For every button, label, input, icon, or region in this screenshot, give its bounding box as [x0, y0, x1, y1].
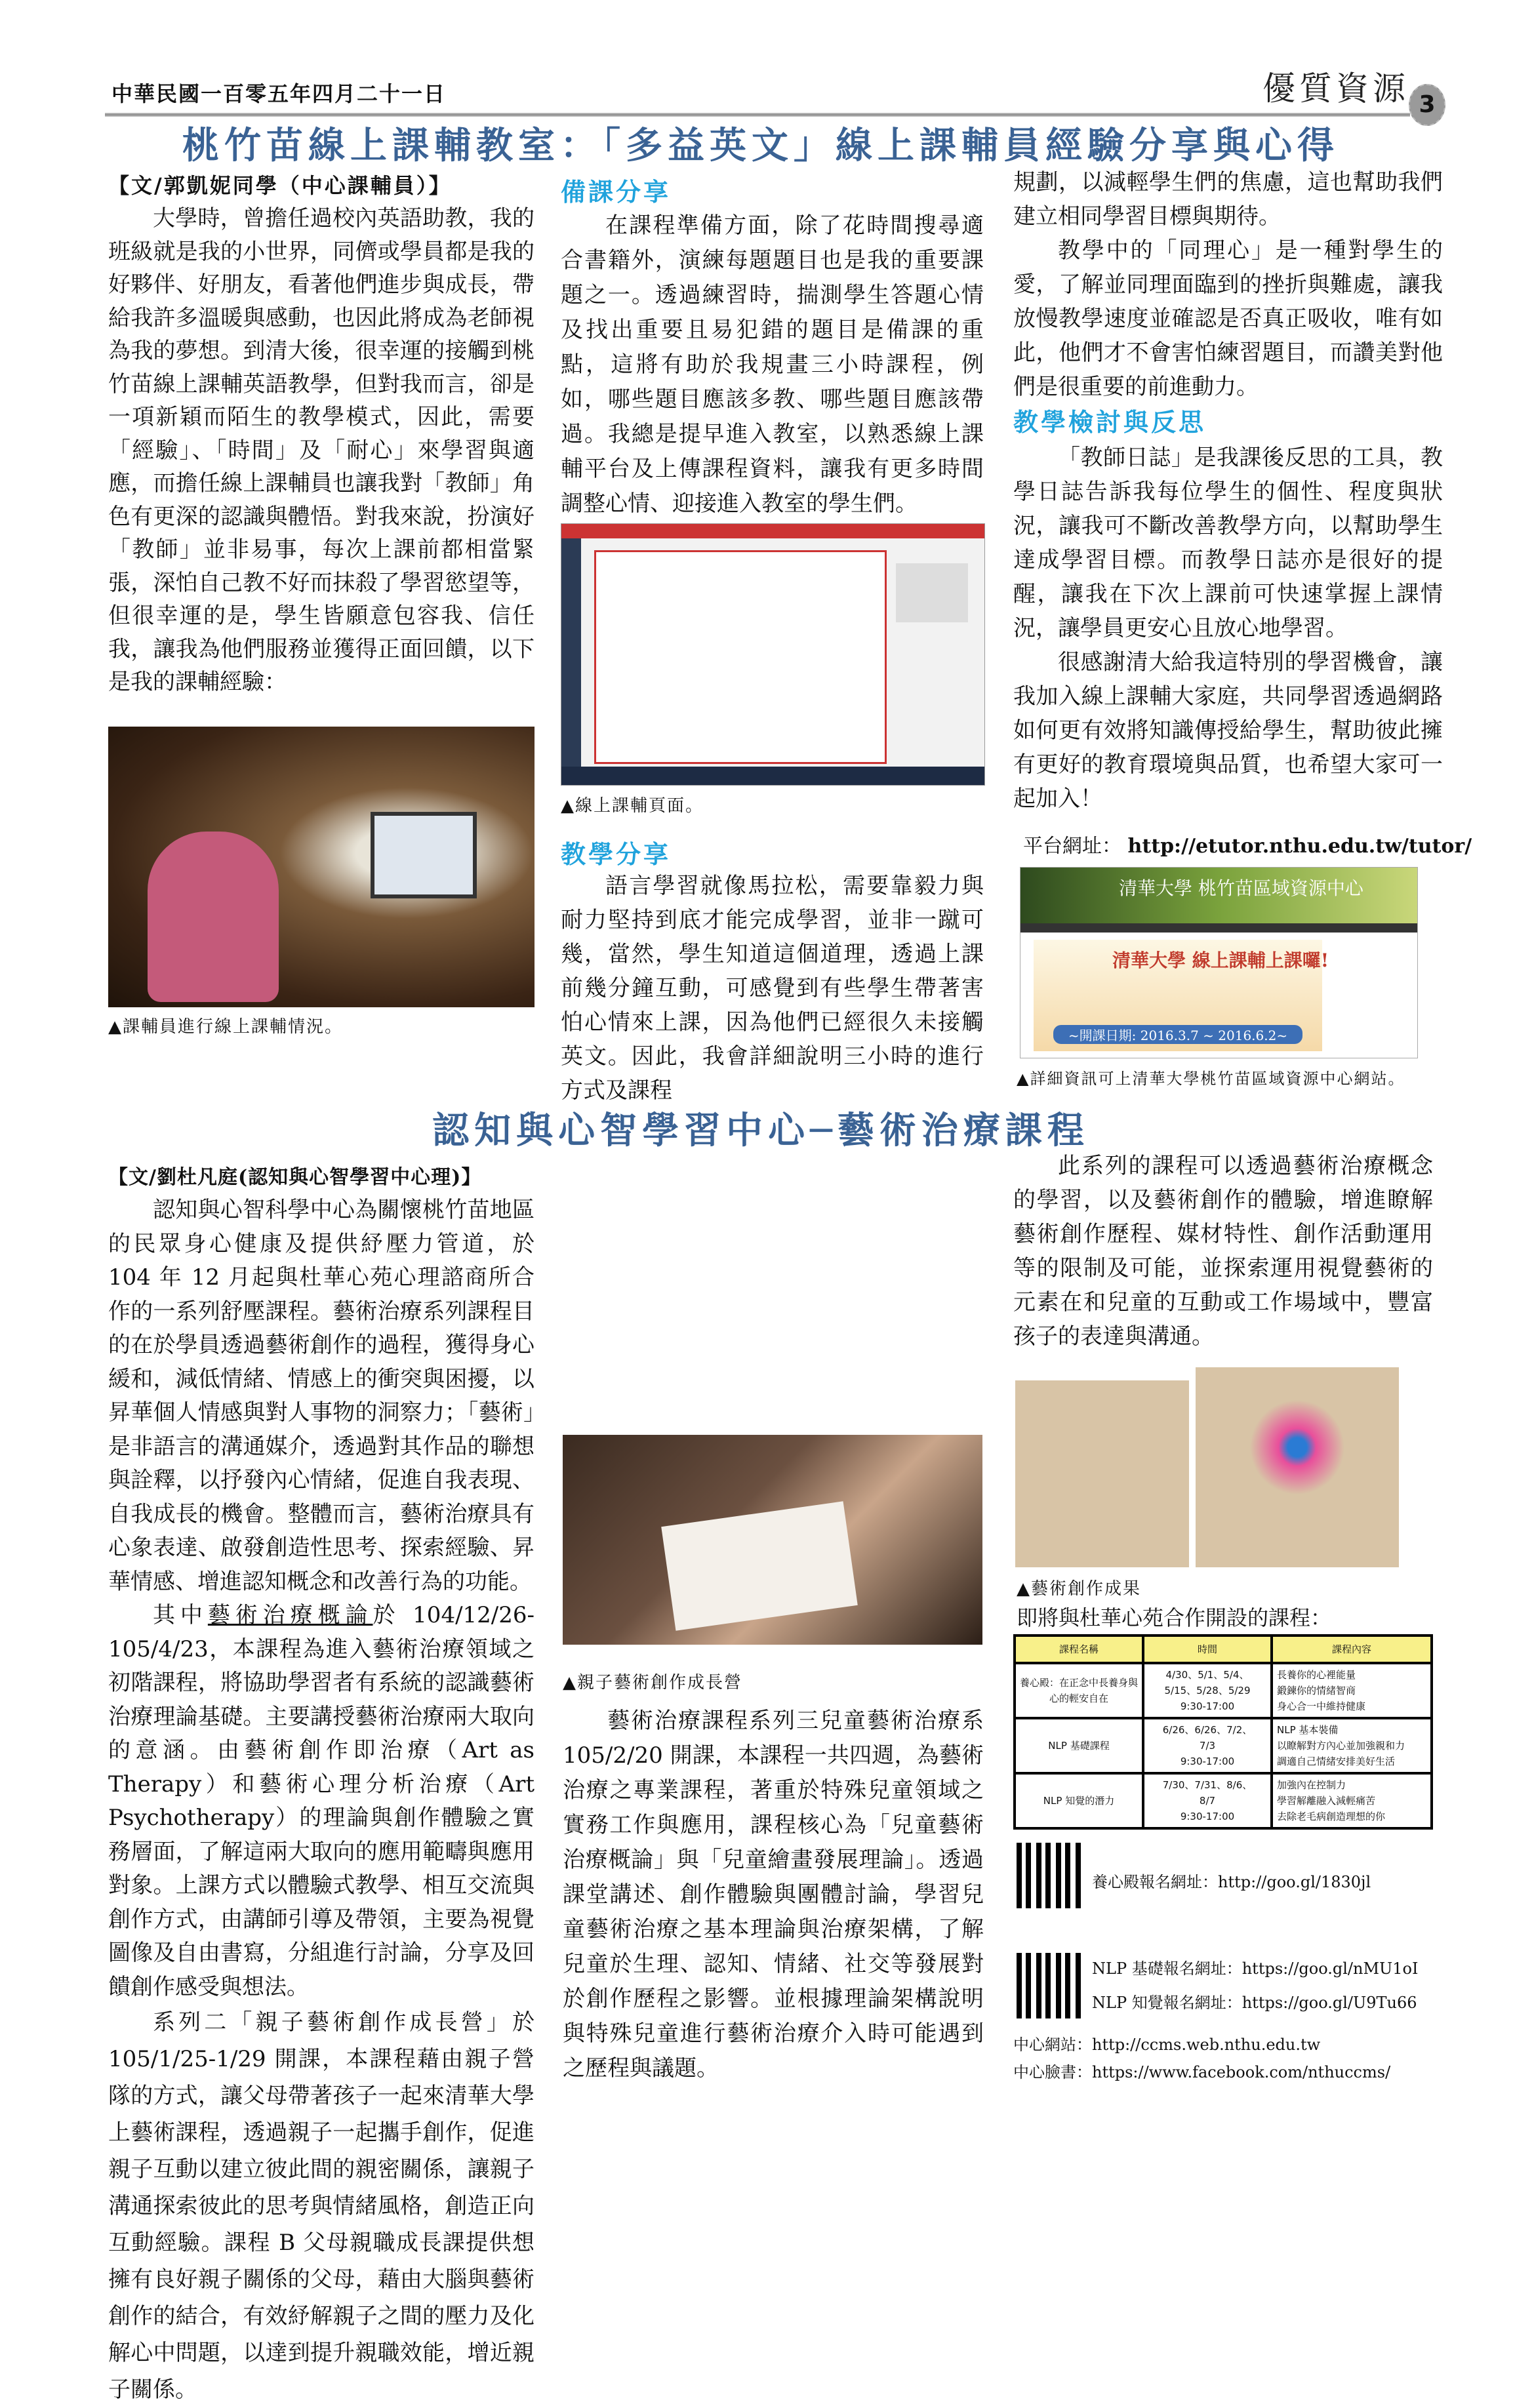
photo1-caption: ▲課輔員進行線上課輔情況。	[108, 1017, 343, 1037]
course-table	[1013, 1634, 1433, 1830]
content-line: 長養你的心裡能量	[1277, 1669, 1356, 1681]
article2-col3	[1013, 1149, 1433, 1354]
signup-link[interactable]: https://goo.gl/U9Tu66	[1241, 1994, 1417, 2012]
content-line: 調適自己情緒安排美好生活	[1277, 1756, 1396, 1767]
subheading-prep: 備課分享	[561, 178, 672, 207]
time-line: 7/30、7/31、8/6、	[1162, 1779, 1253, 1791]
paragraph: 語言學習就像馬拉松，需要靠毅力與耐力堅持到底才能完成學習，並非一蹴可幾，當然，學生知道這個道理，透過上課前幾分鐘互動，可感覺到有些學生帶著害怕心情來上課，因為他們已經很久未接觸英文。因此，我會詳細說明三小時的進行方式及課程	[561, 873, 984, 1104]
banner-kids	[1034, 940, 1329, 1051]
paragraph: 在課程準備方面，除了花時間搜尋適合書籍外，演練每題題目也是我的重要課題之一。透過練習時，揣測學生答題心情及找出重要且易犯錯的題目是備課的重點，這將有助於我規畫三小時課程，例如，哪些題目應該多教、哪些題目應該帶過。我總是提早進入教室，以熟悉線上課輔平台及上傳課程資料，讓我有更多時間調整心情、迎接進入教室的學生們。	[561, 212, 984, 517]
paragraph: 大學時，曾擔任過校內英語助教，我的班級就是我的小世界，同儕或學員都是我的好夥伴、好朋友，看著他們進步與成長，帶給我許多溫暖與感動，也因此將成為老師視為我的夢想。到清大後，很幸運的接觸到桃竹苗線上課輔英語教學，但對我而言，卻是一項新穎而陌生的教學模式，因此，需要「經驗」、「時間」及「耐心」來學習與適應，而擔任線上課輔員也讓我對「教師」角色有更深的認識與體悟。對我來說，扮演好「教師」並非易事，每次上課前都相當緊張，深怕自己教不好而抹殺了學習慾望等，但很幸運的是，學生皆願意包容我、信任我，讓我為他們服務並獲得正面回饋，以下是我的課輔經驗：	[108, 205, 535, 695]
content-line: 加強內在控制力	[1277, 1779, 1346, 1791]
page-number: 3	[1409, 84, 1445, 126]
left-toolbar	[561, 538, 581, 785]
course-content-cell	[1272, 1718, 1432, 1773]
article2-col1	[108, 1194, 535, 2408]
course-name-cell: NLP 知覺的潛力	[1015, 1773, 1143, 1828]
content-line: 去除老毛病創造理想的你	[1277, 1811, 1386, 1822]
table-row	[1015, 1663, 1432, 1718]
course-name-cell: NLP 基礎課程	[1015, 1718, 1143, 1773]
issue-date: 中華民國一百零五年四月二十一日	[111, 81, 447, 106]
whiteboard	[594, 550, 887, 764]
time-line: 7/3	[1199, 1740, 1216, 1752]
col-header: 時間	[1143, 1635, 1272, 1663]
artwork-right	[1196, 1367, 1399, 1567]
paragraph: 「教師日誌」是我課後反思的工具，教學日誌告訴我每位學生的個性、程度與狀況，讓我可不斷改善教學方向，以幫助學生達成學習目標。而教學日誌亦是很好的提醒，讓我在下次上課前可快速掌握上課情況，讓學員更安心且放心地學習。	[1013, 445, 1443, 641]
course-time-cell	[1143, 1773, 1272, 1828]
facebook-link[interactable]: https://www.facebook.com/nthuccms/	[1092, 2063, 1391, 2081]
artwork-left	[1015, 1380, 1189, 1567]
link-label: 養心殿報名網址：	[1092, 1873, 1218, 1891]
table-row	[1015, 1773, 1432, 1828]
person-figure	[148, 832, 279, 1002]
article2-col2-lower	[563, 1704, 984, 2086]
screenshot-caption: ▲線上課輔頁面。	[561, 796, 704, 816]
upcoming-courses-heading: 即將與杜華心苑合作開設的課程：	[1017, 1605, 1332, 1630]
online-tutoring-screenshot	[561, 523, 985, 786]
course-name-cell: 養心殿：在正念中長養身與心的輕安自在	[1015, 1663, 1143, 1718]
link-line	[1092, 1956, 1418, 1978]
paragraph: 此系列的課程可以透過藝術治療概念的學習，以及藝術創作的體驗，增進瞭解藝術創作歷程、媒材特性、創作活動運用等的限制及可能，並探索運用視覺藝術的元素在和兒童的互動或工作場域中，豐富孩子的表達與溝通。	[1013, 1153, 1433, 1350]
table-row	[1015, 1718, 1432, 1773]
taskbar	[561, 767, 984, 785]
section-brand: 優質資源	[1262, 70, 1409, 108]
article1-title: 桃竹苗線上課輔教室：「多益英文」線上課輔員經驗分享與心得	[182, 125, 1339, 167]
signup-link[interactable]: http://goo.gl/1830jl	[1218, 1873, 1371, 1891]
time-line: 5/15、5/28、5/29	[1164, 1685, 1251, 1696]
time-line: 9:30-17:00	[1180, 1756, 1235, 1767]
link-label: NLP 基礎報名網址：	[1092, 1959, 1242, 1978]
site-line	[1013, 2032, 1320, 2055]
course-time-cell	[1143, 1718, 1272, 1773]
time-line: 4/30、5/1、5/4、	[1165, 1669, 1249, 1681]
site-link[interactable]: http://ccms.web.nthu.edu.tw	[1092, 2036, 1321, 2054]
link-line	[1092, 1869, 1371, 1892]
platform-link[interactable]: http://etutor.nthu.edu.tw/tutor/	[1127, 835, 1472, 858]
course-time-cell	[1143, 1663, 1272, 1718]
time-line: 8/7	[1199, 1795, 1216, 1807]
qr-code-icon[interactable]	[1017, 1953, 1082, 2018]
col-header: 課程名稱	[1015, 1635, 1143, 1663]
etutor-website-banner	[1020, 867, 1418, 1058]
drawing-paper	[661, 1501, 858, 1630]
fb-label: 中心臉書：	[1013, 2063, 1092, 2081]
content-line: NLP 基本裝備	[1277, 1724, 1339, 1736]
course-content-cell	[1272, 1663, 1432, 1718]
platform-label: 平台網址：	[1023, 835, 1121, 858]
banner-slogan: 清華大學 線上課輔上課囉!	[1112, 950, 1329, 971]
fb-line	[1013, 2059, 1390, 2082]
time-line: 9:30-17:00	[1180, 1811, 1235, 1822]
signup-link[interactable]: https://goo.gl/nMU1oI	[1241, 1959, 1419, 1978]
paragraph	[108, 1599, 535, 2004]
content-line: 身心合一中維持健康	[1277, 1700, 1366, 1712]
banner-header: 清華大學 桃竹苗區域資源中心	[1020, 868, 1417, 923]
paragraph: 藝術治療課程系列三兒童藝術治療系 105/2/20 開課，本課程一共四週，為藝術治療之專業課程，著重於特殊兒童領域之實務工作與應用，課程核心為「兒童藝術治療概論」與「兒童繪畫發展理論」。透過課堂講述、創作體驗與團體討論，學習兒童藝術治療之基本理論與治療架構，了解兒童於生理、認知、情緒、社交等發展對於創作歷程之影響。並根據理論架構說明與特殊兒童進行藝術治療介入時可能遇到之歷程與議題。	[563, 1708, 984, 2081]
content-line: 以瞭解對方內心並加強親和力	[1277, 1740, 1405, 1752]
qr-code-icon[interactable]	[1017, 1843, 1082, 1908]
link-label: NLP 知覺報名網址：	[1092, 1994, 1242, 2012]
col-header: 課程內容	[1272, 1635, 1432, 1663]
time-line: 9:30-17:00	[1180, 1700, 1235, 1712]
subheading-teach: 教學分享	[561, 840, 672, 869]
parent-child-art-photo	[563, 1435, 982, 1645]
paragraph: 認知與心智科學中心為關懷桃竹苗地區的民眾身心健康及提供紓壓力管道，於 104 年 12 月起與杜華心苑心理諮商所合作的一系列舒壓課程。藝術治療系列課程目的在於學員透過藝術創作的過程，獲得身心緩和，減低情緒、情感上的衝突與困擾，以昇華個人情感與對人事物的洞察力；「藝術」是非語言的溝通媒介，透過對其作品的聯想與詮釋，以抒發內心情緒，促進自我表現、自我成長的機會。整體而言，藝術治療具有心象表達、啟發創造性思考、探索經驗、昇華情感、增進認知概念和改善行為的功能。	[108, 1197, 535, 1595]
banner-caption: ▲詳細資訊可上清華大學桃竹苗區域資源中心網站。	[1017, 1070, 1405, 1088]
tutor-photo	[108, 727, 535, 1007]
paragraph: 規劃，以減輕學生們的焦慮，這也幫助我們建立相同學習目標與期待。	[1013, 169, 1443, 230]
platform-url-line	[1023, 830, 1472, 858]
art-works-photo	[1015, 1367, 1422, 1571]
paragraph: 系列二「親子藝術創作成長營」於 105/1/25-1/29 開課，本課程藉由親子營隊的方式，讓父母帶著孩子一起來清華大學上藝術課程，透過親子一起攜手創作，促進親子互動以建立彼此間的親密關係，讓親子溝通探索彼此的思考與情緒風格，創造正向互動經驗。課程 B 父母親職成長課提供想擁有良好親子關係的父母，藉由大腦與藝術創作的結合，有效紓解親子之間的壓力及化解心中問題，以達到提升親職效能，增近親子關係。	[108, 2009, 535, 2403]
article1-col3	[1013, 165, 1443, 816]
article2-title: 認知與心智學習中心─藝術治療課程	[432, 1110, 1089, 1152]
prep-text	[561, 209, 984, 521]
photo2-caption: ▲親子藝術創作成長營	[563, 1673, 742, 1693]
content-line: 學習解離融入減輕痛苦	[1277, 1795, 1376, 1807]
content-line: 鍛鍊你的情緒智商	[1277, 1685, 1356, 1696]
link-line	[1092, 1990, 1417, 2013]
course-name: 藝術治療概論	[207, 1602, 373, 1628]
article1-intro	[108, 202, 535, 699]
time-line: 6/26、6/26、7/2、	[1162, 1724, 1253, 1736]
teach-text	[561, 869, 984, 1108]
article1-byline: 【文/郭凱妮同學（中心課輔員）】	[108, 173, 452, 198]
paragraph: 教學中的「同理心」是一種對學生的愛，了解並同理面臨到的挫折與難處，讓我放慢教學速度並確認是否真正吸收，唯有如此，他們才不會害怕練習題目，而讚美對他們是很重要的前進動力。	[1013, 237, 1443, 400]
text: 其中	[153, 1602, 208, 1628]
art-caption: ▲藝術創作成果	[1017, 1579, 1141, 1599]
text: 於 104/12/26-105/4/23，本課程為進入藝術治療領域之初階課程，將協助學習者有系統的認識藝術治療理論基礎。主要講授藝術治療兩大取向的意涵。由藝術創作即治療（Art as Therapy）和藝術心理分析治療（Art Psychotherapy）的理論與創作體驗之實務層面，了解這兩大取向的應用範疇與應用對象。上課方式以體驗式教學、相互交流與創作方式，由講師引導及帶領，主要為視覺圖像及自由書寫，分組進行討論，分享及回饋創作感受與想法。	[108, 1602, 535, 2000]
video-panel	[896, 563, 968, 622]
browser-tabbar	[561, 524, 984, 538]
paragraph: 很感謝清大給我這特別的學習機會，讓我加入線上課輔大家庭，共同學習透過網路如何更有效將知識傳授給學生，幫助彼此擁有更好的教育環境與品質，也希望大家可一起加入！	[1013, 649, 1443, 812]
banner-nav	[1020, 923, 1417, 933]
banner-dates: ~開課日期: 2016.3.7 ~ 2016.6.2~	[1053, 1025, 1302, 1044]
article2-byline: 【文/劉杜凡庭(認知與心智學習中心理)】	[108, 1166, 482, 1189]
course-content-cell	[1272, 1773, 1432, 1828]
site-label: 中心網站：	[1013, 2036, 1092, 2054]
laptop-screen	[371, 812, 477, 898]
subheading-reflect: 教學檢討與反思	[1013, 408, 1207, 437]
